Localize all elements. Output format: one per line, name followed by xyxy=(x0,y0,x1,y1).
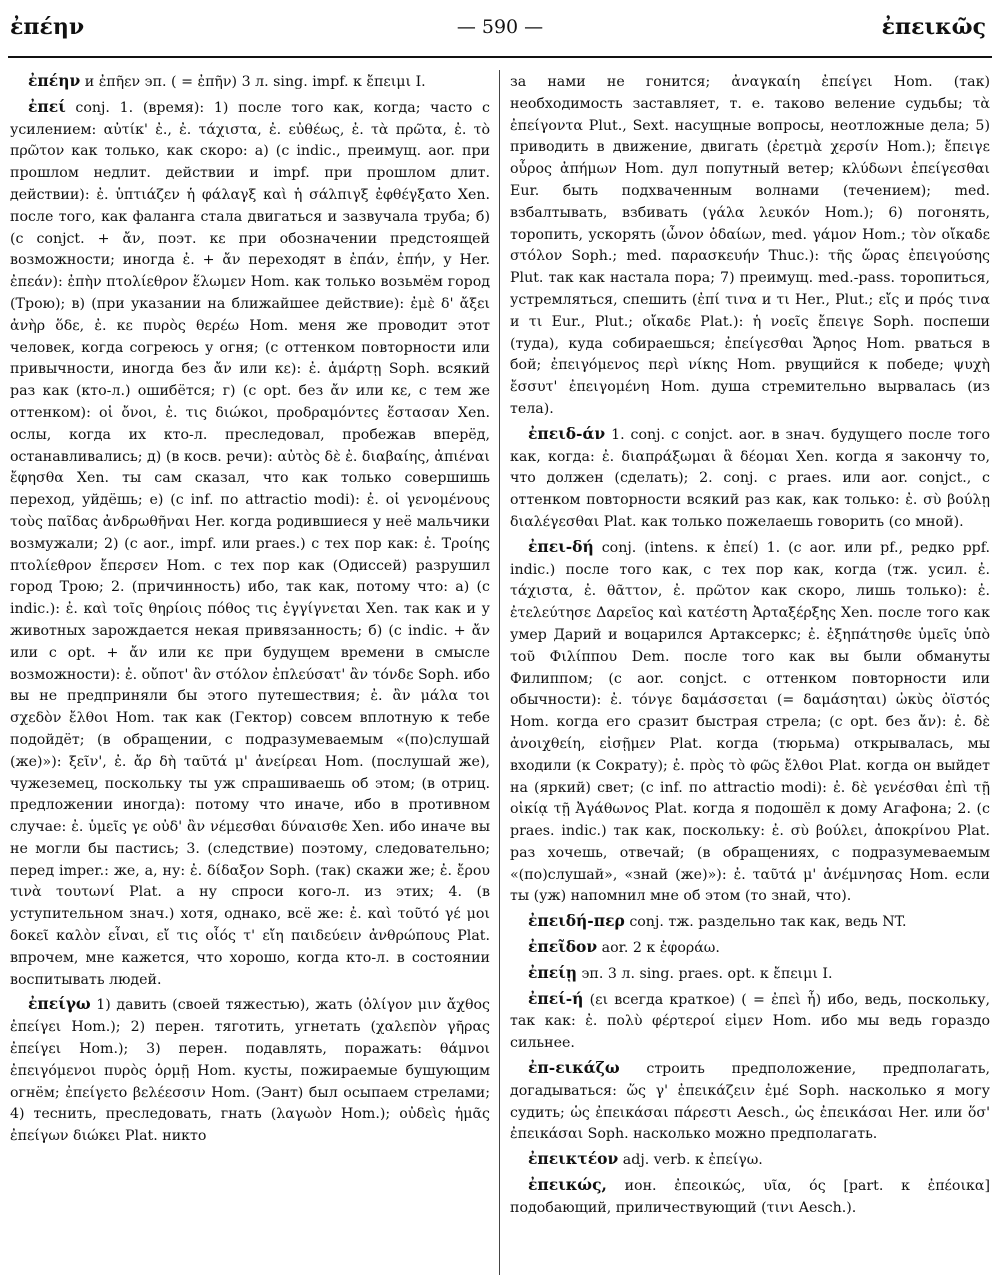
entry-text: conj. тж. раздельно так как, ведь NT. xyxy=(624,914,907,931)
header-rule xyxy=(8,56,992,58)
entry-headword: ἐπειδή-περ xyxy=(528,911,625,931)
dictionary-entry xyxy=(510,1148,990,1172)
page-number: — 590 — xyxy=(456,16,544,38)
dictionary-entry xyxy=(10,993,490,1148)
entry-text: строить предположение, предполагать, догадываться: ὥς γ' ἐπεικάζειν ἐμέ Soph. насколько я могу судить; ὡς ἐπεικάσαι πάρεστι Aesch., ὡς ἐπεικάσαι Her. или ὅσ' ἐπεικάσαι Soph. насколько можно предполагать. xyxy=(510,1061,990,1143)
dictionary-entry xyxy=(510,962,990,986)
entry-text: 1) давить (своей тяжестью), жать (ὀλίγον μιν ἄχθος ἐπείγει Hom.); 2) перен. тяготить, угнетать (χαλεπὸν γῆρας ἐπείγει Hom.); 3) перен. подавлять, поражать: θάμνοι ἐπειγόμενοι πυρὸς ὁρμῇ Hom. кусты, пожираемые бушующим огнём; ἐπείγετο βελέεσσιν Hom. (Эант) был осыпаем стрелами; 4) теснить, преследовать, гнать (λαγωὸν Hom.); οὐδεὶς ἡμᾶς ἐπείγων διώκει Plat. никто xyxy=(10,997,490,1145)
column-separator xyxy=(499,70,500,1275)
entry-headword: ἐπεῖδον xyxy=(528,937,598,957)
dictionary-entry xyxy=(510,70,990,421)
entry-text: эп. 3 л. sing. praes. opt. к ἔπειμι I. xyxy=(576,965,833,982)
entry-headword: ἐπεί xyxy=(28,96,66,116)
entry-headword: ἐπείγω xyxy=(28,994,91,1014)
entry-text: aor. 2 к ἐφοράω. xyxy=(597,940,720,957)
entry-text: adj. verb. к ἐπείγω. xyxy=(618,1152,763,1169)
entry-headword: ἐπείῃ xyxy=(528,962,577,982)
left-column xyxy=(10,70,490,1275)
entry-text: conj. 1. (время): 1) после того как, когда; часто с усилением: αὐτίκ' ἐ., ἐ. τάχιστα, ἐ. εὐθέως, ἐ. τὰ πρῶτα, ἐ. τὸ πρῶτον как только, как скоро: а) (с indic., преимущ. aor. при прошлом недлит. действии и impf. при прошлом длит. действии): ἐ. ὑπτιάζεν ἡ φάλαγξ καὶ ἡ σάλπιγξ ἐφθέγξατο Xen. после того, как фаланга стала двигаться и зазвучала труба; б) (с conjct. + ἄν, поэт. κε при обозначении предстоящей возможности; иногда ἐ. + ἄν переходят в ἐπάν, ἐπήν, у Her. ἐπεάν): ἐπὴν πτολίεθρον ἕλωμεν Hom. как только возьмём город (Трою); в) (при указании на ближайшее действие): ἐμὲ δ' ἄξει ἀνὴρ ὅδε, ἐ. κε πυρὸς θερέω Hom. меня же проводит этот человек, когда согреюсь у огня; (с оттенком повторности или привычности, иногда без ἄν или κε): ἐ. ἁμάρτῃ Soph. всякий раз как (кто-л.) ошибётся; г) (с opt. без ἄν или κε, с тем же оттенком): οἱ ὄνοι, ἐ. τις διώκοι, προδραμόντες ἕστασαν Xen. ослы, когда их кто-л. преследовал, пробежав вперёд, останавливались; д) (в косв. речи): αὐτὸς δὲ ἐ. διαβαίης, ἀπιέναι ἔφησθα Xen. ты сам сказал, что как только совершишь переход, уйдёшь; е) (с inf. по attractio modi): ἐ. οἱ γενομένους τοὺς παῖδας ἀνδρωθῆναι Her. когда родившиеся у неё мальчики возмужали; 2) (с aor., impf. или praes.) с тех пор как: ἐ. Τροίης πτολίεθρον ἔπερσεν Hom. с тех пор как (Одиссей) разрушил город Трою; 2. (причинность) ибо, так как, потому что: а) (с indic.): ἐ. καὶ τοῖς θηρίοις πόθος τις ἐγγίγνεται Xen. так как и у животных зарождается некая привязанность; б) (с indic. + ἄν или с opt. + ἄν или κε при будущем времени в смысле возможности): ἐ. οὔποτ' ἂν στόλον ἐπλεύσατ' ἂν τόνδε Soph. ибо вы не предприняли бы этого путешествия; ἐ. ἂν μάλα τοι σχεδὸν ἔλθοι Hom. так как (Гектор) совсем вплотную к тебе подойдёт; (в обращении, с подразумеваемым «(по)слушай (же)»): ξεῖν', ἐ. ἄρ δὴ ταῦτά μ' ἀνείρεαι Hom. (послушай же), чужеземец, поскольку ты уж спрашиваешь об этом; (в отриц. предложении иногда): потому что иначе, ибо в противном случае: ἐ. ὑμεῖς γε οὐδ' ἂν νέμεσθαι δύναισθε Xen. ибо иначе вы не могли бы пастись; 3. (следствие) поэтому, следовательно; перед imper.: же, а, ну: ἐ. δίδαξον Soph. (так) скажи же; ἐ. ἔρου τινὰ τουτωνί Plat. а ну спроси кого-л. из этих; 4. (в уступительном знач.) хотя, однако, всё же: ἐ. καὶ τοῦτό γέ μοι δοκεῖ καλὸν εἶναι, εἴ τις οἷός τ' εἴη παιδεύειν ἀνθρώπους Plat. впрочем, мне кажется, что хорошо, когда кто-л. в состоянии воспитывать людей. xyxy=(10,99,490,988)
dictionary-entry xyxy=(10,96,490,992)
dictionary-entry xyxy=(510,536,990,909)
entry-headword: ἐπεικώς, xyxy=(528,1175,607,1195)
dictionary-entry xyxy=(510,1174,990,1220)
entry-headword: ἐπέην xyxy=(28,71,81,90)
dictionary-entry xyxy=(10,70,490,94)
dictionary-entry xyxy=(510,936,990,960)
entry-headword: ἐπειδ-άν xyxy=(528,423,606,443)
header-left-word: ἐπέην xyxy=(10,14,85,40)
entry-text: ион. ἐπεοικώς, υῖα, ός [part. к ἐπέοικα] подобающий, приличествующий (τινι Aesch.). xyxy=(510,1178,990,1216)
dictionary-entry xyxy=(510,988,990,1055)
entry-text: conj. (intens. к ἐπεί) 1. (с aor. или pf., редко ppf. indic.) после того как, с тех пор как, когда (тж. усил. ἐ. τάχιστα, ἐ. θᾶττον, ἐ. πρῶτον как скоро, лишь только): ἐ. ἐτελεύτησε Δαρεῖος καὶ κατέστη Ἀρταξέρξης Xen. после того как умер Дарий и воцарился Артаксеркс; ἐ. ἐξηπάτησθε ὑμεῖς ὑπὸ τοῦ Φιλίππου Dem. после того как вы были обмануты Филиппом; (с aor. conjct. с оттенком повторности или обычности): ἐ. τόνγε δαμάσσεται (= δαμάσηται) ὠκὺς ὀϊστός Hom. когда его сразит быстрая стрела; (с opt. без ἄν): ἐ. δὲ ἀνοιχθείη, εἰσῇμεν Plat. когда (тюрьма) открывалась, мы входили (к Сократу); ἐ. πρὸς τὸ φῶς ἔλθοι Plat. когда он выйдет на (яркий) свет; (с inf. по attractio modi): ἐ. δὲ γενέσθαι ἐπὶ τῇ οἰκίᾳ τῇ Ἀγάθωνος Plat. когда я подошёл к дому Агафона; 2. (с praes. indic.) так как, поскольку: ἐ. σὺ βούλει, ἀποκρίνου Plat. раз хочешь, отвечай; (в обращениях, с подразумеваемым «(по)слушай», «знай (же)»): ἐ. ταῦτά μ' ἀνέμνησας Hom. если ты (уж) напомнил мне об этом (то знай, что). xyxy=(510,539,990,905)
entry-headword: ἐπει-δή xyxy=(528,536,594,556)
dictionary-entry xyxy=(510,910,990,934)
entry-headword: ἐπ-εικάζω xyxy=(528,1058,620,1078)
dictionary-entry xyxy=(510,423,990,534)
entry-headword: ἐπεί-ή xyxy=(528,988,584,1008)
entry-text: и ἐπῆεν эп. ( = ἐπῆν) 3 л. sing. impf. к ἔπειμι I. xyxy=(80,74,426,90)
right-column xyxy=(510,70,990,1275)
dictionary-entry xyxy=(510,1057,990,1146)
header-right-word: ἐπεικῶς xyxy=(881,14,986,40)
entry-headword: ἐπεικτέον xyxy=(528,1149,619,1169)
entry-text: 1. conj. с conjct. aor. в знач. будущего после того как, когда: ἐ. διαπράξωμαι ἃ δέομαι Xen. когда я закончу то, что должен (сделать); 2. conj. с praes. или aor. conjct., с оттенком повторности всякий раз как, как только: ἐ. σὺ βούλῃ διαλέγεσθαι Plat. как только пожелаешь говорить (со мной). xyxy=(510,426,990,530)
entry-text: (ει всегда краткое) ( = ἐπεὶ ἦ) ибо, ведь, поскольку, так как: ἐ. πολὺ φέρτεροί εἰμεν Hom. ибо мы ведь гораздо сильнее. xyxy=(510,991,990,1052)
entry-text: за нами не гонится; ἀναγκαίη ἐπείγει Hom. (так) необходимость заставляет, т. е. таково веление судьбы; τὰ ἐπείγοντα Plut., Sext. насущные вопросы, неотложные дела; 5) приводить в движение, двигать (ἐρετμὰ χερσίν Hom.); ἔπειγε οὖρος ἀπήμων Hom. дул попутный ветер; κλύδωνι ἐπείγεσθαι Eur. быть подхваченным волнами (течением); med. взбалтывать, взбивать (γάλα λευκόν Hom.); 6) погонять, торопить, ускорять (ὦνον ὁδαίων, med. γάμον Hom.; τὸν οἴκαδε στόλον Soph.; med. παρασκευήν Thuc.): τῆς ὥρας ἐπειγούσης Plut. так как настала пора; 7) преимущ. med.-pass. торопиться, устремляться, спешить (ἐπί τινα и τι Her., Plut.; εἴς и πρός τινα и τι Eur., Plut.; οἴκαδε Plat.): ἡ νοεῖς ἔπειγε Soph. поспеши (туда), куда собираешься; ἐπείγεσθαι Ἄρηος Hom. рваться в бой; ἐπειγόμενος περὶ νίκης Hom. рвущийся к победе; ψυχὴ ἔσσυτ' ἐπειγομένη Hom. душа стремительно вырвалась (из тела). xyxy=(510,74,990,417)
page-header xyxy=(0,10,1000,46)
